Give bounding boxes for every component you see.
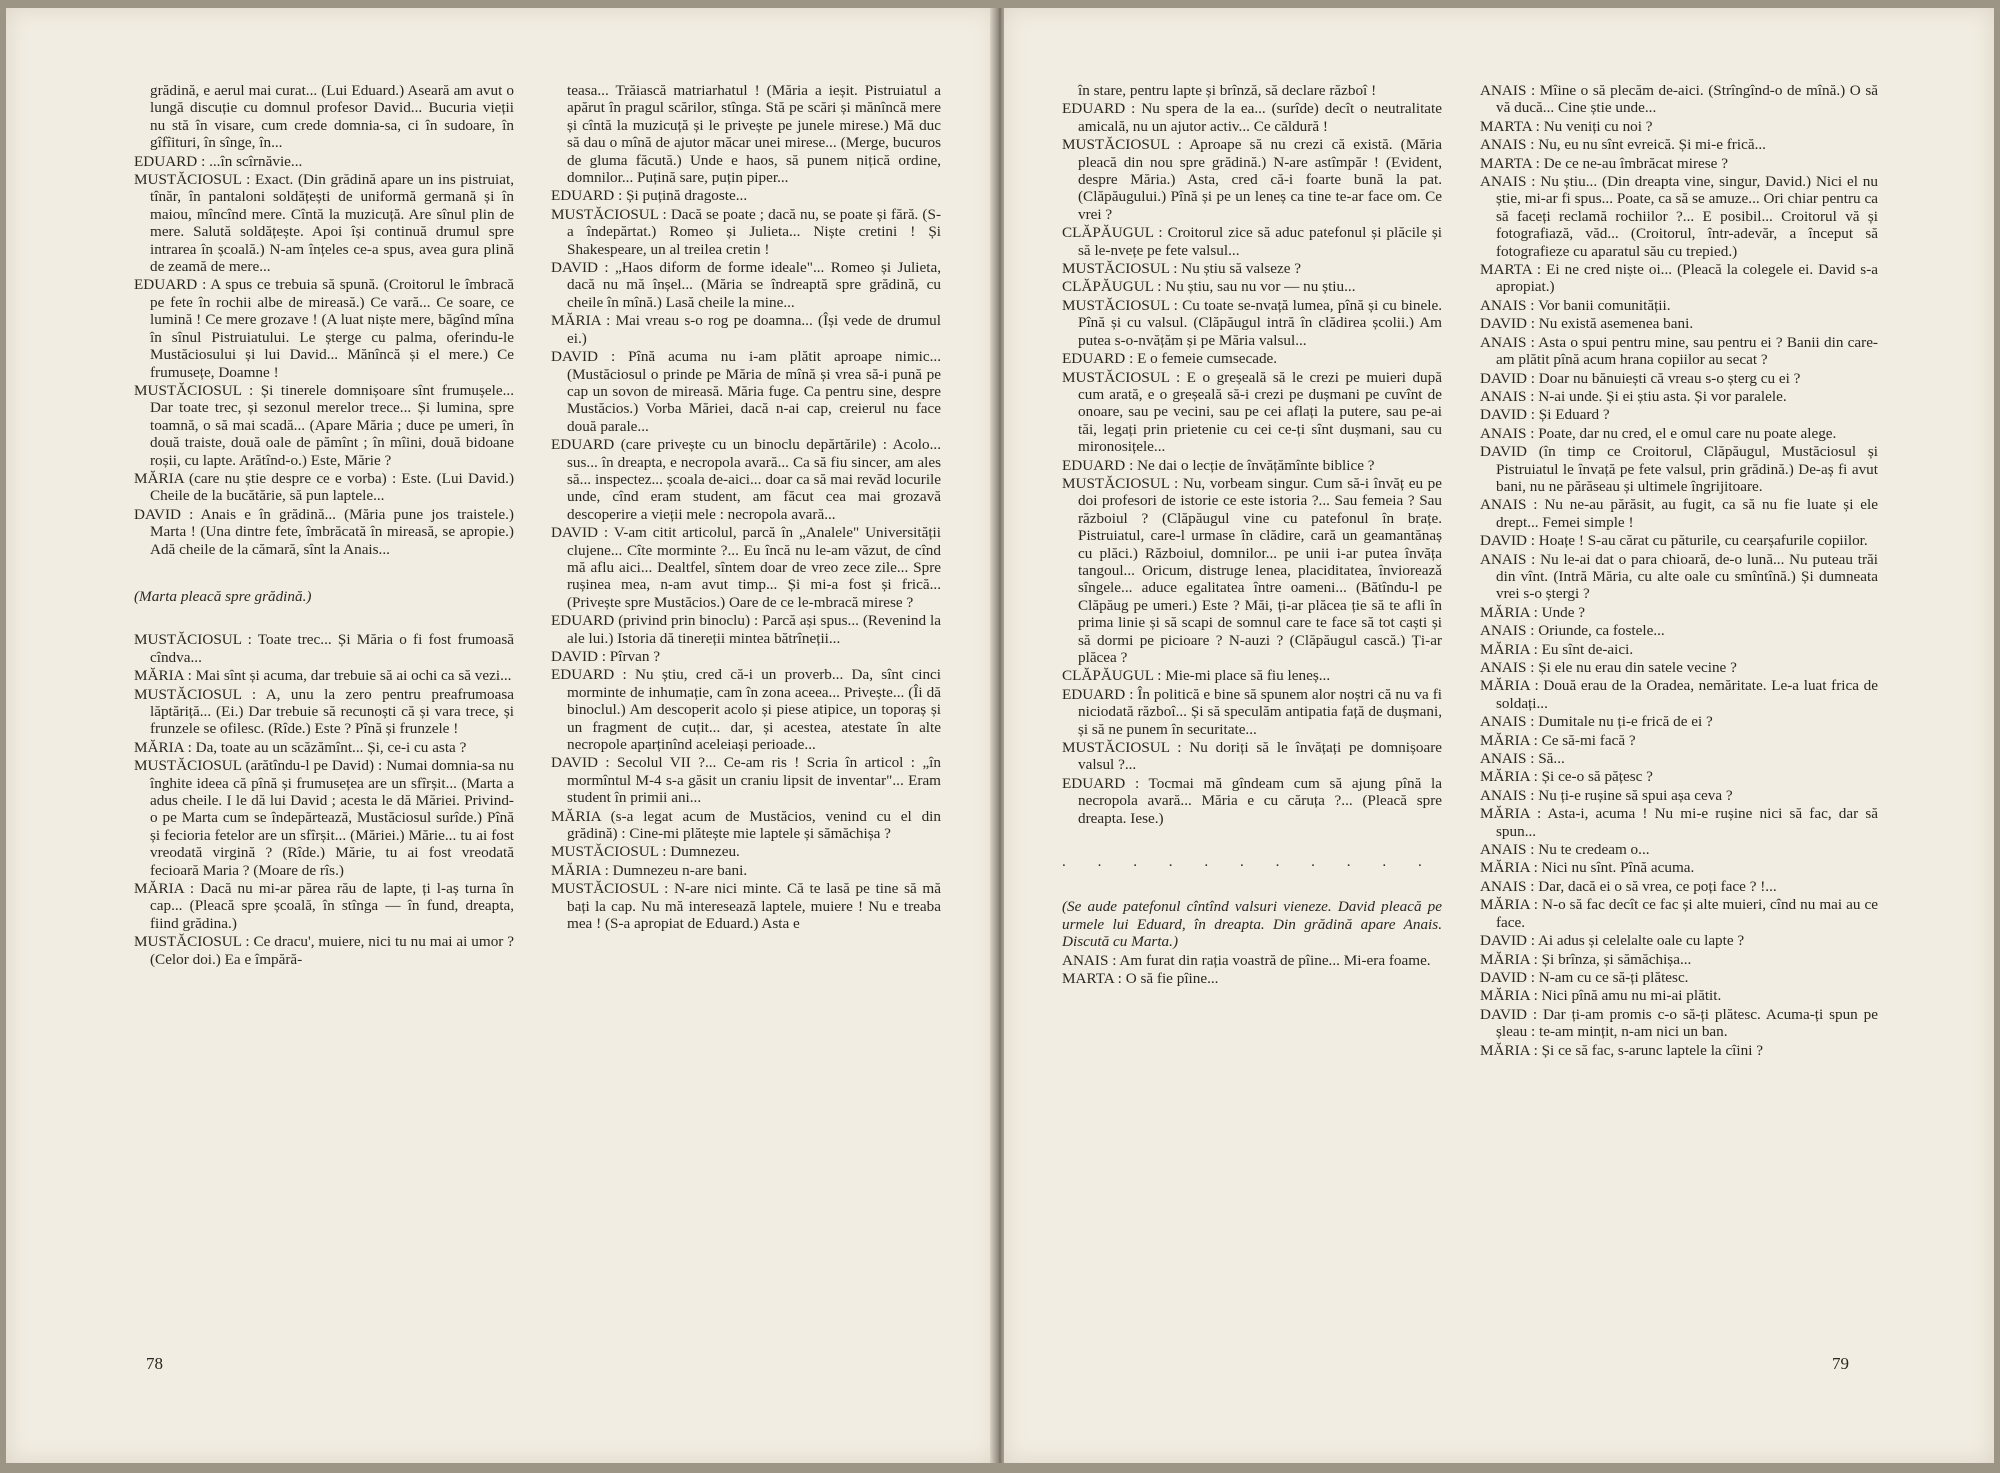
dialogue-line: ANAIS : Am furat din rația voastră de pîine... Mi-era foame. bbox=[1062, 951, 1431, 969]
dialogue-line: MĂRIA : Ce să-mi facă ? bbox=[1480, 731, 1636, 749]
dialogue-line: MUSTĂCIOSUL : Cu toate se-nvață lumea, pînă și cu binele. Pînă și cu valsul. (Clăpăugul intră în clădirea școlii.) Am putea s-o-nvățăm și pe Măria valsul... bbox=[1062, 296, 1442, 349]
dialogue-line: DAVID : Dar ți-am promis c-o să-ți plătesc. Acuma-ți spun pe șleau : te-am mințit, n-am nici un ban. bbox=[1480, 1005, 1878, 1041]
dialogue-line: MARTA : Nu veniți cu noi ? bbox=[1480, 117, 1653, 135]
left-column-2 bbox=[551, 82, 941, 934]
dialogue-line: DAVID : Ai adus și celelalte oale cu lapte ? bbox=[1480, 932, 1745, 950]
dialogue-line: MĂRIA : N-o să fac decît ce fac și alte muieri, cînd nu mai au ce face. bbox=[1480, 896, 1878, 931]
stage-direction: (Marta pleacă spre grădină.) bbox=[134, 587, 312, 605]
dialogue-line: în stare, pentru lapte și brînză, să declare războî ! bbox=[1078, 82, 1377, 99]
dialogue-line: MUSTĂCIOSUL : Ce dracu', muiere, nici tu nu mai ai umor ? (Celor doi.) Ea e împără- bbox=[134, 933, 514, 968]
dialogue-line: MUSTĂCIOSUL : E o greșeală să le crezi pe muieri după cum arată, e o greșeală să-i crezi pe dușmani pe cuvînt de onoare, sau pe vecini, sau pe cei aflați la putere, sau pe-ai tăi, legați prin prietenie cu cei ce-ți sînt dușmani, sau cu mironosițele... bbox=[1062, 368, 1442, 456]
dialogue-line: EDUARD : A spus ce trebuia să spună. (Croitorul le îmbracă pe fete în rochii albe de mireasă.) Ce vară... Ce soare, ce lumină ! Ce mere grozave ! (A luat niște mere, băgînd mîna în sînul Pistruiatului. Le șterge cu palma, oferindu-le Mustăciosului și lui David... Mănîncă și el mere.) Ce frumusețe, Doamne ! bbox=[134, 276, 514, 381]
dialogue-line: MĂRIA : Două erau de la Oradea, nemăritate. Le-a luat frica de soldați... bbox=[1480, 677, 1878, 712]
dialogue-line: MĂRIA : Și ce-o să pățesc ? bbox=[1480, 768, 1653, 786]
dialogue-line: ANAIS : Nu te credeam o... bbox=[1480, 841, 1650, 859]
dialogue-line: MĂRIA : Nici pînă amu nu mi-ai plătit. bbox=[1480, 987, 1722, 1005]
dialogue-line: EDUARD : E o femeie cumsecade. bbox=[1062, 350, 1278, 368]
dialogue-line: DAVID : Și Eduard ? bbox=[1480, 406, 1610, 424]
dialogue-line: ANAIS : Nu știu... (Din dreapta vine, singur, David.) Nici el nu știe, mi-ar fi spus... Poate, ca să se amuze... Ori chiar pentru ca să faceți reclamă rochiilor ?... E posibil... Croitorul vă și fotografiază, văd... (Croitorul, într-adevăr, a început să fotografieze cu aparatul său cu trepied.) bbox=[1480, 173, 1878, 260]
dialogue-line: DAVID : Nu există asemenea bani. bbox=[1480, 315, 1694, 333]
right-column-2 bbox=[1480, 82, 1878, 1060]
dialogue-line: DAVID : Pînă acuma nu i-am plătit aproape nimic... (Mustăciosul o prinde pe Măria de mînă și vrea să-i pună pe cap un sovon de mireasă. Măria fuge. Ca pentru sine, despre Mustăcios.) Vorba Măriei, dacă n-ai cap, creierul nu face două parale... bbox=[551, 348, 941, 435]
dialogue-line: MUSTĂCIOSUL : A, unu la zero pentru preafrumoasa lăptăriță... (Ei.) Dar trebuie să recunoști că și vara trece, și frunzele se ofilesc. (Rîde.) Este ? Pînă și frunzele ! bbox=[134, 685, 514, 738]
dialogue-line: ANAIS : Asta o spui pentru mine, sau pentru ei ? Banii din care-am plătit pînă acum hrana copiilor au secat ? bbox=[1480, 333, 1878, 369]
dialogue-line: DAVID : V-am citit articolul, parcă în „Analele" Universității clujene... Cîte morminte ?... Eu încă nu le-am văzut, de cînd mă aflu aici... Dealtfel, sîntem doar de vreo zece zile... Spre rușinea mea, n-am avut timp... Și mi-a fost și frică... (Privește spre Mustăcios.) Oare de ce le-mbracă mirese ? bbox=[551, 524, 941, 611]
dialogue-line: MĂRIA : Și brînza, și sămăchișa... bbox=[1480, 950, 1692, 968]
dialogue-line: DAVID : Pîrvan ? bbox=[551, 648, 660, 665]
dialogue-line: MĂRIA : Mai sînt și acuma, dar trebuie să ai ochi ca să vezi... bbox=[134, 667, 512, 685]
dialogue-line: MUSTĂCIOSUL : Nu, vorbeam singur. Cum să-i învăț eu pe doi profesori de istorie ce este istoria ?... Sau femeia ? Sau războiul ? (Clăpăugul vine cu patefonul în brațe. Pistruiatul, care-l urmase în clădire, cară un geamantănaș cu plăci.) Războiul, domnilor... pe unii i-ar putea învăța tangoul... Oricum, distruge lenea, placiditatea, învioreazǎ sîngele... aduce egalitatea între oameni... (Bătîndu-l pe Clăpăug pe umeri.) Este ? Măi, ți-ar plăcea ție să te afli în prima linie și să scapi de somnul care te face să tot caști și să dormi pe picioare ? N-auzi ? (Clăpăugul cască.) Ți-ar plăcea ? bbox=[1062, 474, 1442, 666]
dialogue-line: DAVID : Secolul VII ?... Ce-am ris ! Scria în articol : „în mormîntul M-4 s-a găsit un craniu lipsit de inventar"... Eram student în primii ani... bbox=[551, 754, 941, 807]
dialogue-line: MUSTĂCIOSUL : Toate trec... Și Măria o fi fost frumoasă cîndva... bbox=[134, 631, 514, 666]
page-number-right: 79 bbox=[1832, 1354, 1849, 1373]
dialogue-line: MĂRIA (care nu știe despre ce e vorba) : Este. (Lui David.) Cheile de la bucătărie, să pun laptele... bbox=[134, 469, 514, 505]
dialogue-line: MĂRIA : Unde ? bbox=[1480, 603, 1586, 621]
dialogue-line: ANAIS : Dumitale nu ți-e frică de ei ? bbox=[1480, 713, 1713, 731]
dialogue-line: ANAIS : Nu, eu nu sînt evreică. Și mi-e frică... bbox=[1480, 136, 1766, 154]
dialogue-line: DAVID (în timp ce Croitorul, Clăpăugul, Mustăciosul și Pistruiatul le învață pe fete valsul, prin grădină.) De-aș fi avut bani, nu ne părăseau și ultimele îngrijitoare. bbox=[1480, 443, 1878, 495]
stage-direction: (Se aude patefonul cîntînd valsuri vieneze. David pleacă pe urmele lui Eduard, în dreapta. Din grădină apare Anais. Discută cu Marta.) bbox=[1062, 898, 1442, 951]
dialogue-line: MUSTĂCIOSUL : Aproape să nu crezi că există. (Măria pleacă din nou spre grădină.) N-are astîmpăr ! (Evident, despre Măria.) Asta, cred că-i foarte bună la pat. (Clăpăugului.) Pînă și pe un leneș ca tine te-ar face om. Ce vrei ? bbox=[1062, 136, 1442, 223]
dialogue-line: MUSTĂCIOSUL (arătîndu-l pe David) : Numai domnia-sa nu înghite ideea că pînă și frumusețea are un sfîrșit... (Marta a adus cheile. I le dă lui David ; acesta le dă Măriei. Privind-o pe Marta cum se îndepărtează, Mustăciosul surîde.) Pînă și fecioria fetelor are un sfîrșit... (Măriei.) Mărie... tu ai fost vreodată virgină ? (Rîde.) Mărie, tu ai fost vreodată fecioară Maria ? (Moare de rîs.) bbox=[134, 757, 514, 879]
dialogue-line: teasa... Trăiască matriarhatul ! (Măria a ieșit. Pistruiatul a apărut în pragul scărilor, stînga. Stă pe scări și mănîncă mere și cîntă la muzicuță și le privește pe junele mirese.) Mă duc să dau o mînă de ajutor măcar unei mirese... (Merge, bucuros de gluma făcută.) Unde e haos, să punem nițică ordine, domnilor... Puțină sare, puțin piper... bbox=[567, 82, 941, 187]
dialogue-line: MUSTĂCIOSUL : Și tinerele domnișoare sînt frumușele... Dar toate trec, și sezonul merelor trece... Și lumina, spre toamnă, o să mai scadă... (Apare Măria ; duce pe umeri, în două traiste, două oale de pămînt ; în mîini, două bidoane roșii, cu lapte. Arătînd-o.) Este, Mărie ? bbox=[134, 381, 514, 469]
dialogue-line: ANAIS : Și ele nu erau din satele vecine ? bbox=[1480, 659, 1737, 676]
dialogue-line: MĂRIA (s-a legat acum de Mustăcios, venind cu el din grădină) : Cine-mi plătește mie laptele și sămăchișa ? bbox=[551, 807, 941, 843]
dialogue-line: DAVID : Hoațe ! S-au cărat cu păturile, cu cearșafurile copiilor. bbox=[1480, 532, 1868, 550]
dialogue-line: ANAIS : Dar, dacă ei o să vrea, ce poți face ? !... bbox=[1480, 877, 1777, 895]
dialogue-line: MĂRIA : Dacă nu mi-ar părea rău de lapte, ți l-aș turna în cap... (Pleacă spre școală, în stînga — în fund, dreapta, fiind grădina.) bbox=[134, 880, 514, 932]
dialogue-line: EDUARD : Tocmai mă gîndeam cum să ajung pînă la necropola avară... Măria e cu căruța ?... (Pleacă spre dreapta. Iese.) bbox=[1062, 774, 1442, 827]
dialogue-line: ANAIS : Nu ne-au părăsit, au fugit, ca să nu fie luate și ele drept... Femei simple ! bbox=[1480, 496, 1878, 531]
dialogue-line: MĂRIA : Eu sînt de-aici. bbox=[1480, 640, 1634, 658]
dialogue-line: MUSTĂCIOSUL : Dacă se poate ; dacă nu, se poate și fără. (S-a îndepărtat.) Romeo și Julieta... Niște cretini ! Și Shakespeare, un al treilea cretin ! bbox=[551, 205, 941, 258]
dialogue-line: ANAIS : Poate, dar nu cred, el e omul care nu poate alege. bbox=[1480, 424, 1837, 442]
right-page bbox=[1004, 8, 1994, 1463]
dialogue-line: EDUARD : Și puțină dragoste... bbox=[551, 187, 748, 205]
dialogue-line: DAVID : Doar nu bănuiești că vreau s-o șterg cu ei ? bbox=[1480, 369, 1801, 387]
dialogue-line: CLĂPĂUGUL : Mie-mi place să fiu leneș... bbox=[1062, 667, 1331, 685]
dialogue-line: MĂRIA : Asta-i, acuma ! Nu mi-e rușine nici să fac, dar să spun... bbox=[1480, 805, 1878, 840]
dialogue-line: EDUARD : Nu spera de la ea... (surîde) decît o neutralitate amicală, nu un ajutor activ... Ce căldură ! bbox=[1062, 100, 1442, 135]
dialogue-line: ANAIS : Mîine o să plecăm de-aici. (Strîngînd-o de mînă.) O să vă ducă... Cine știe unde... bbox=[1480, 82, 1878, 117]
dialogue-line: DAVID : N-am cu ce să-ți plătesc. bbox=[1480, 968, 1689, 986]
dialogue-line: EDUARD (care privește cu un binoclu depărtările) : Acolo... sus... în dreapta, e necropola avară... Ca să fiu sincer, am ales să... inspectez... școala de-aici... doar ca să mai revăd locurile unde, cînd eram student, am făcut cea mai grozavă descoperire a vieții mele : necropola avară... bbox=[551, 436, 941, 523]
dialogue-line: MĂRIA : Dumnezeu n-are bani. bbox=[551, 861, 748, 879]
dialogue-line: EDUARD : Ne dai o lecție de învățămînte biblice ? bbox=[1062, 456, 1375, 474]
dialogue-line: CLĂPĂUGUL : Nu știu, sau nu vor — nu știu... bbox=[1062, 278, 1356, 296]
dialogue-line: MARTA : De ce ne-au îmbrăcat mirese ? bbox=[1480, 154, 1728, 172]
dialogue-line: . . . . . . . . . . . bbox=[1062, 853, 1436, 871]
dialogue-line: grădină, e aerul mai curat... (Lui Eduard.) Aseară am avut o lungă discuție cu domnul profesor David... Bucuria vieții nu stă în visare, cum crede domnia-sa, ci în sudoare, în gîfîituri, în sînge, în... bbox=[150, 82, 514, 152]
dialogue-line: MUSTĂCIOSUL : N-are nici minte. Că te lasă pe tine să mă bați la cap. Nu mă interesează laptele, muiere ! Nu e treaba mea ! (S-a apropiat de Eduard.) Asta e bbox=[551, 880, 941, 933]
dialogue-line: MUSTĂCIOSUL : Dumnezeu. bbox=[551, 843, 740, 861]
dialogue-line: MĂRIA : Da, toate au un scăzămînt... Și, ce-i cu asta ? bbox=[134, 738, 467, 756]
dialogue-line: MARTA : O să fie pîine... bbox=[1062, 970, 1219, 988]
dialogue-line: MĂRIA : Mai vreau s-o rog pe doamna... (Își vede de drumul ei.) bbox=[551, 312, 941, 347]
dialogue-line: ANAIS : Nu le-ai dat o para chioară, de-o lună... Nu puteau trăi din vînt. (Intră Măria, cu alte oale cu smîntînă.) Și dumneata vrei s-o ștergi ? bbox=[1480, 550, 1878, 603]
dialogue-line: CLĂPĂUGUL : Croitorul zice să aduc patefonul și plăcile și să le-nvețe pe fete valsul... bbox=[1062, 224, 1442, 259]
dialogue-line: DAVID : „Haos diform de forme ideale"... Romeo și Julieta, dacă nu mă înșel... (Măria se îndreaptă spre grădină, cu cheile în mînă.) Lasă cheile la mine... bbox=[551, 259, 941, 311]
dialogue-line: MĂRIA : Și ce să fac, s-arunc laptele la cîini ? bbox=[1480, 1041, 1763, 1059]
dialogue-line: MARTA : Ei ne cred niște oi... (Pleacă la colegele ei. David s-a apropiat.) bbox=[1480, 261, 1878, 296]
left-column-1 bbox=[134, 82, 514, 969]
dialogue-line: MĂRIA : Nici nu sînt. Pînă acuma. bbox=[1480, 859, 1695, 877]
dialogue-line: ANAIS : Oriunde, ca fostele... bbox=[1480, 622, 1665, 640]
right-column-1 bbox=[1062, 82, 1442, 989]
dialogue-line: EDUARD (privind prin binoclu) : Parcă ași spus... (Revenind la ale lui.) Istoria dă tinereții mintea bătrîneții... bbox=[551, 612, 941, 647]
dialogue-line: ANAIS : Nu ți-e rușine să spui așa ceva ? bbox=[1480, 786, 1733, 804]
dialogue-line: DAVID : Anais e în grădină... (Măria pune jos traistele.) Marta ! (Una dintre fete, îmbrăcată în mireasă, se apropie.) Adă cheile de la cămară, sînt la Anais... bbox=[134, 505, 514, 558]
page-number-left: 78 bbox=[146, 1354, 163, 1373]
dialogue-line: EDUARD : Nu știu, cred că-i un proverb... Da, sînt cinci morminte de inhumație, cam în zona aceea... Privește... (Îi dă binoclul.) Am descoperit acolo și piese atipice, un toporaș și un fragment de cuțit... dar, și acestea, atestate în alte necropole aparținînd aceleiași perioade... bbox=[551, 666, 941, 754]
dialogue-line: ANAIS : Să... bbox=[1480, 750, 1565, 768]
dialogue-line: MUSTĂCIOSUL : Nu doriți să le învățați pe domnișoare valsul ?... bbox=[1062, 739, 1442, 774]
dialogue-line: MUSTĂCIOSUL : Nu știu să valseze ? bbox=[1062, 260, 1302, 278]
left-page bbox=[6, 8, 996, 1463]
dialogue-line: ANAIS : Vor banii comunității. bbox=[1480, 296, 1671, 314]
dialogue-line: EDUARD : În politică e bine să spunem alor noștri că nu va fi niciodată războî... Și să speculăm antipatia față de dușmani, și să ne punem în securitate... bbox=[1062, 685, 1442, 738]
dialogue-line: EDUARD : ...în scîrnăvie... bbox=[134, 152, 303, 170]
dialogue-line: MUSTĂCIOSUL : Exact. (Din grădină apare un ins pistruiat, tînăr, în pantaloni soldățești de uniformă germană și în maiou, mîncînd mere. Cîntă la muzicuță. Are sînul plin de mere. Salută soldățește. Apoi își continuă drumul spre intrarea în școală.) N-am înțeles ce-a spus, avea gura plină de zeamă de mere... bbox=[134, 171, 514, 276]
dialogue-line: ANAIS : N-ai unde. Și ei știu asta. Și vor paralele. bbox=[1480, 387, 1787, 405]
